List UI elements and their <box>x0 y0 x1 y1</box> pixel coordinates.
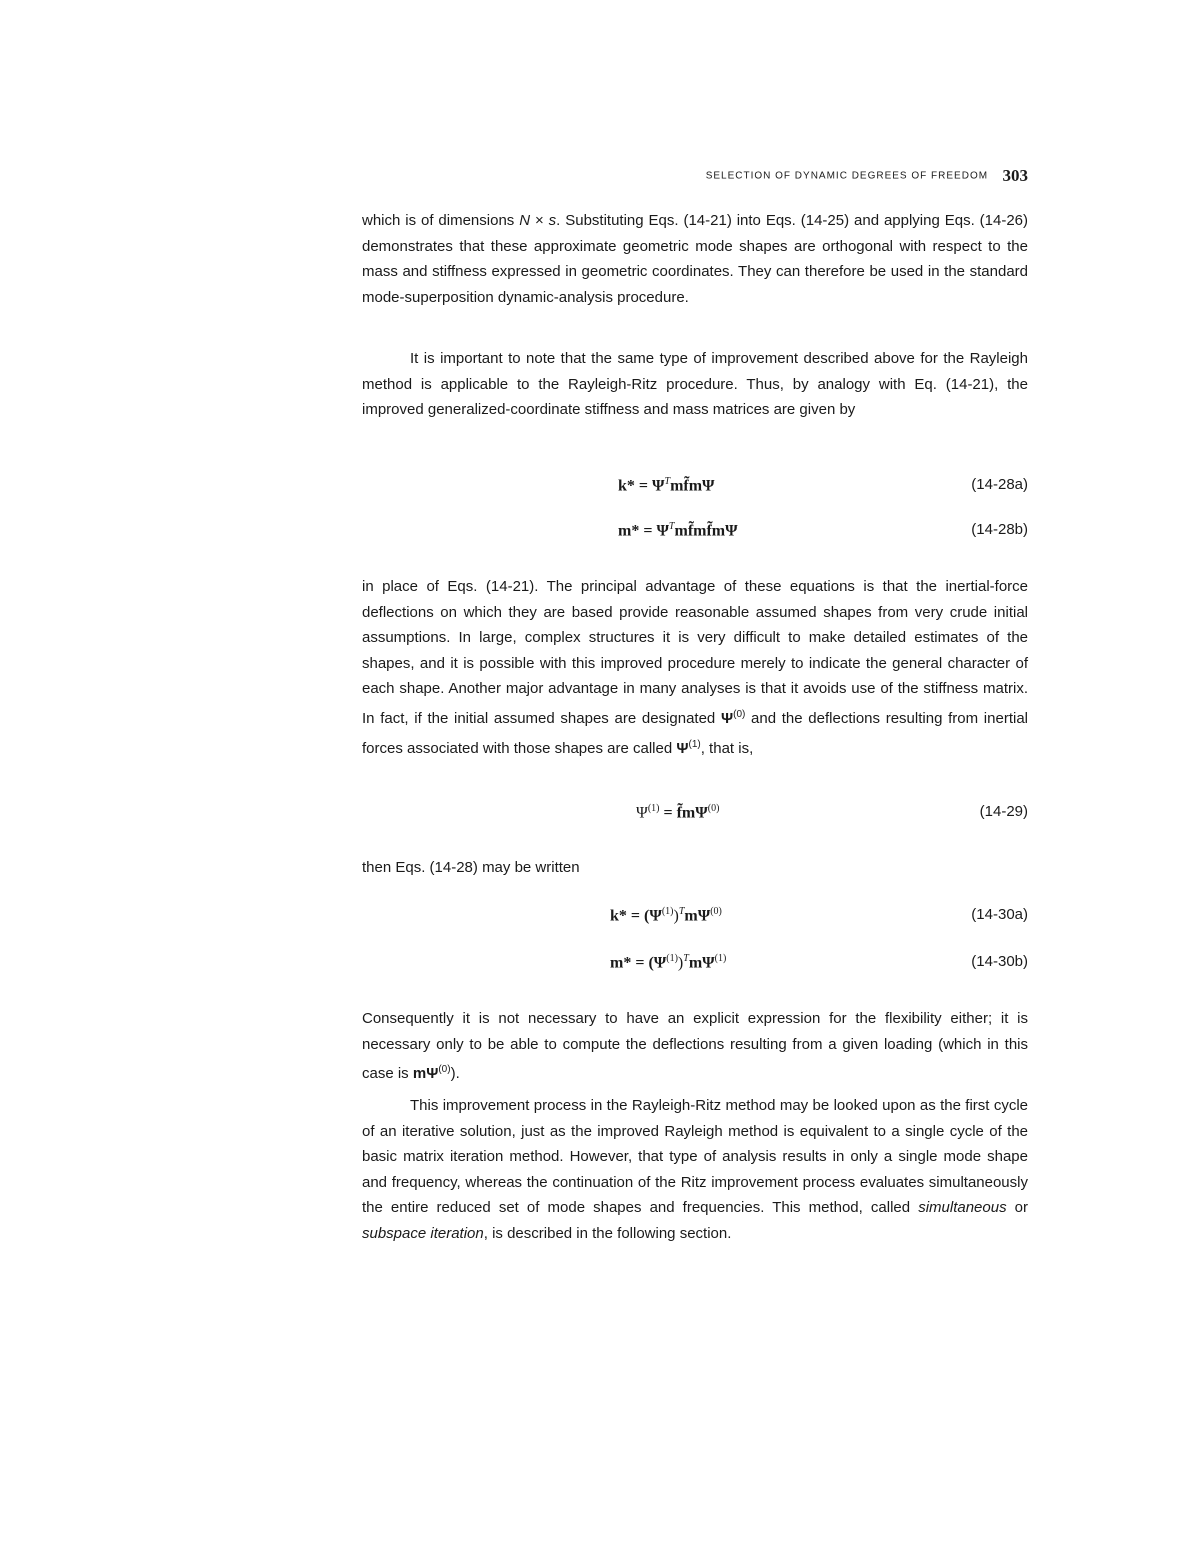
equation-14-30a <box>362 906 1028 934</box>
equation-14-30b <box>362 953 1028 981</box>
equation-14-28a-body: $k* = \Psi^Tmf̃m\Psi$ <box>618 476 715 495</box>
paragraph-1 <box>362 208 1028 310</box>
equation-number: (14-30a) <box>971 906 1028 923</box>
equation-14-29-body: $\Psi^{(1)}$ = $f̃m\Psi^{(0)}$ <box>636 803 720 822</box>
paragraph-4: then Eqs. (14-28) may be written <box>362 859 580 876</box>
psi-symbol: Ψ <box>720 709 734 727</box>
emphasis-simultaneous: simultaneous <box>918 1199 1007 1217</box>
equation-number: (14-29) <box>979 803 1028 820</box>
equation-14-29 <box>362 803 1028 831</box>
paragraph-6: This improvement process in the Rayleigh-Ritz method may be looked upon as the first cycle of an iterative solution, just as the improved Rayleigh method is equivalent to a single cycle of the basic matrix iteration method. However, that type of analysis results in only a single mode shape and frequency, whereas the continuation of the Ritz improvement process evaluates simultaneously the entire reduced set of mode shapes and frequencies. This method, called simultaneous or subspace iteration, is described in the following section. <box>362 1097 1028 1242</box>
equation-14-28b-body: $m* = \Psi^Tmf̃mf̃m\Psi$ <box>618 521 738 540</box>
var-N: N <box>519 212 531 229</box>
equation-14-30b-body: $m* = (\Psi^{(1)})^Tm\Psi^{(1)}$ <box>610 953 727 972</box>
equation-number: (14-28a) <box>971 476 1028 493</box>
paragraph-5: Consequently it is not necessary to have an explicit expression for the flexibility either; it is necessary only to be able to compute the deflections resulting from a given loading (which in this case is $m\Psi^{(0)}$). <box>362 1010 1028 1083</box>
emphasis-subspace-iteration: subspace iteration <box>362 1224 484 1242</box>
p1-text-2: . Substituting Eqs. (14-21) into Eqs. (14-25) and applying Eqs. (14-26) demonstrates that these approximate geometric mode shapes are orthogonal with respect to the mass and stiffness expressed in geometric coordinates. They can therefore be used in the standard mode-superposition dynamic-analysis procedure. <box>362 212 1029 306</box>
times-symbol: × <box>530 212 549 229</box>
equation-14-28a <box>362 476 1028 504</box>
p1-text-1: which is of dimensions <box>362 212 520 229</box>
m-psi-symbol: mΨ <box>412 1065 439 1083</box>
running-head-title: SELECTION OF DYNAMIC DEGREES OF FREEDOM <box>705 170 989 182</box>
var-s: s <box>548 212 557 229</box>
psi-symbol: Ψ <box>676 739 689 757</box>
equation-number: (14-28b) <box>971 521 1028 538</box>
equation-14-28b <box>362 521 1028 549</box>
equation-number: (14-30b) <box>971 953 1028 970</box>
paragraph-3: in place of Eqs. (14-21). The principal advantage of these equations is that the inertial-force deflections on which they are based provide reasonable assumed shapes from very crude initial assumptions. In large, complex structures it is very difficult to make detailed estimates of the shapes, and it is possible with this improved procedure merely to indicate the general character of each shape. Another major advantage in many analyses is that it avoids use of the stiffness matrix. In fact, if the initial assumed shapes are designated $\Psi^{(0)}$ and the deflections resulting from inertial forces associated with those shapes are called $\Psi^{(1)}$, that is, <box>362 578 1028 757</box>
equation-14-30a-body: $k* = (\Psi^{(1)})^Tm\Psi^{(0)}$ <box>610 906 722 925</box>
page-number: 303 <box>1002 166 1028 185</box>
paragraph-2: It is important to note that the same type of improvement described above for the Rayleigh method is applicable to the Rayleigh-Ritz procedure. Thus, by analogy with Eq. (14-21), the improved generalized-coordinate stiffness and mass matrices are given by <box>362 350 1028 419</box>
running-head <box>362 166 1028 186</box>
